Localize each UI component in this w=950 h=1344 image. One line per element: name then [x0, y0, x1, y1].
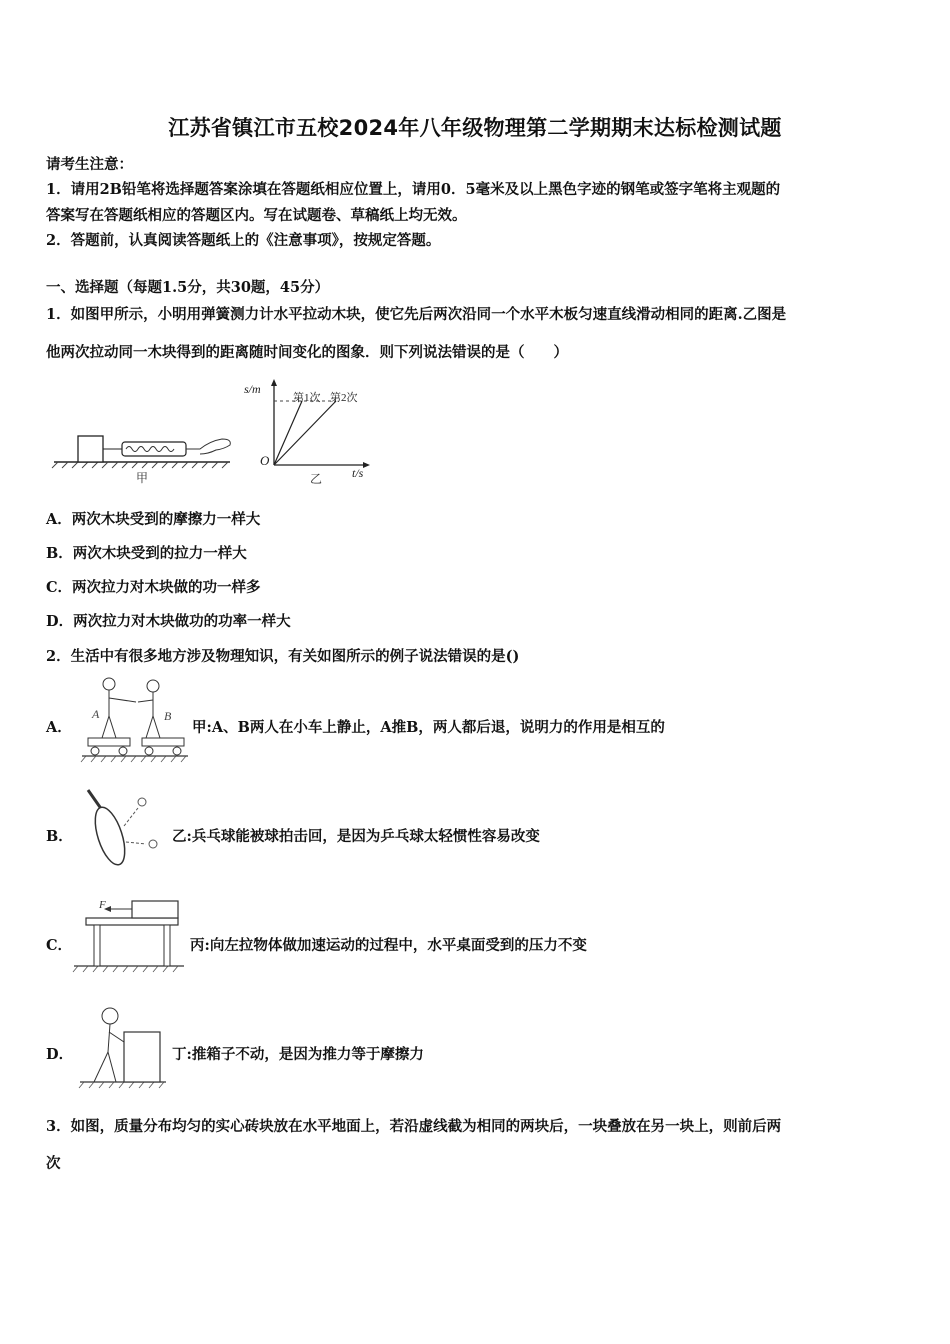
q1-option-a: A．两次木块受到的摩擦力一样大: [46, 511, 261, 528]
notice-heading: 请考生注意：: [46, 156, 133, 173]
q1-graph-origin: O: [260, 453, 270, 468]
q1-figure-spring-scale: [50, 420, 240, 490]
q2-figure-a-carts: [80, 674, 190, 766]
q3-stem-line-1: 3．如图，质量分布均匀的实心砖块放在水平地面上，若沿虚线截为相同的两块后，一块叠放在另一块上，则前后两: [46, 1118, 782, 1135]
q1-option-d: D．两次拉力对木块做功的功率一样大: [46, 613, 291, 630]
q1-option-c: C．两次拉力对木块做的功一样多: [46, 579, 261, 596]
q2-fig-c-label-f: F: [99, 899, 106, 911]
q2-option-d-text: 丁:推箱子不动，是因为推力等于摩擦力: [172, 1046, 424, 1063]
page-title: 江苏省镇江市五校2024年八年级物理第二学期期末达标检测试题: [168, 116, 782, 140]
section-heading: 一、选择题（每题1.5分，共30题，45分）: [46, 279, 330, 296]
q1-graph-ylabel: s/m: [244, 382, 261, 396]
q1-fig-right-caption: 乙: [310, 472, 323, 486]
q2-option-a-text: 甲:A、B两人在小车上静止，A推B，两人都后退，说明力的作用是相互的: [192, 719, 665, 736]
q1-figure-st-graph: [238, 373, 378, 488]
q3-stem-line-2: 次: [46, 1155, 61, 1172]
notice-line-2: 答案写在答题纸相应的答题区内。写在试题卷、草稿纸上均无效。: [46, 207, 467, 224]
q2-option-b-letter: B．: [46, 828, 73, 845]
q2-figure-b-paddle: [80, 786, 170, 874]
q1-graph-line1-label: 第1次: [293, 392, 321, 404]
q2-figure-c-table: [72, 896, 187, 976]
q2-figure-d-push-box: [78, 1002, 170, 1090]
q2-fig-a-label-b: B: [164, 709, 172, 723]
q2-option-c-text: 丙:向左拉物体做加速运动的过程中，水平桌面受到的压力不变: [190, 937, 587, 954]
q1-stem-line-1: 1．如图甲所示，小明用弹簧测力计水平拉动木块，使它先后两次沿同一个水平木板匀速直线滑动相同的距离.乙图是: [46, 306, 787, 323]
q1-stem-line-2: 他两次拉动同一木块得到的距离随时间变化的图象．则下列说法错误的是（ ）: [46, 344, 568, 361]
q1-option-b: B．两次木块受到的拉力一样大: [46, 545, 247, 562]
q1-graph-xlabel: t/s: [352, 466, 364, 480]
q2-stem: 2．生活中有很多地方涉及物理知识，有关如图所示的例子说法错误的是(): [46, 648, 520, 665]
q2-option-a-letter: A．: [46, 719, 72, 736]
q2-option-c-letter: C．: [46, 937, 73, 954]
q1-graph-line2-label: 第2次: [330, 392, 358, 404]
notice-line-3: 2．答题前，认真阅读答题纸上的《注意事项》，按规定答题。: [46, 232, 441, 249]
q2-option-d-letter: D．: [46, 1046, 74, 1063]
q2-option-b-text: 乙:兵乓球能被球拍击回，是因为乒乓球太轻惯性容易改变: [172, 828, 540, 845]
notice-line-1: 1．请用2B铅笔将选择题答案涂填在答题纸相应位置上，请用0．5毫米及以上黑色字迹的钢笔或签字笔将主观题的: [46, 181, 781, 198]
q1-fig-left-caption: 甲: [136, 471, 149, 485]
q2-fig-a-label-a: A: [92, 707, 100, 721]
